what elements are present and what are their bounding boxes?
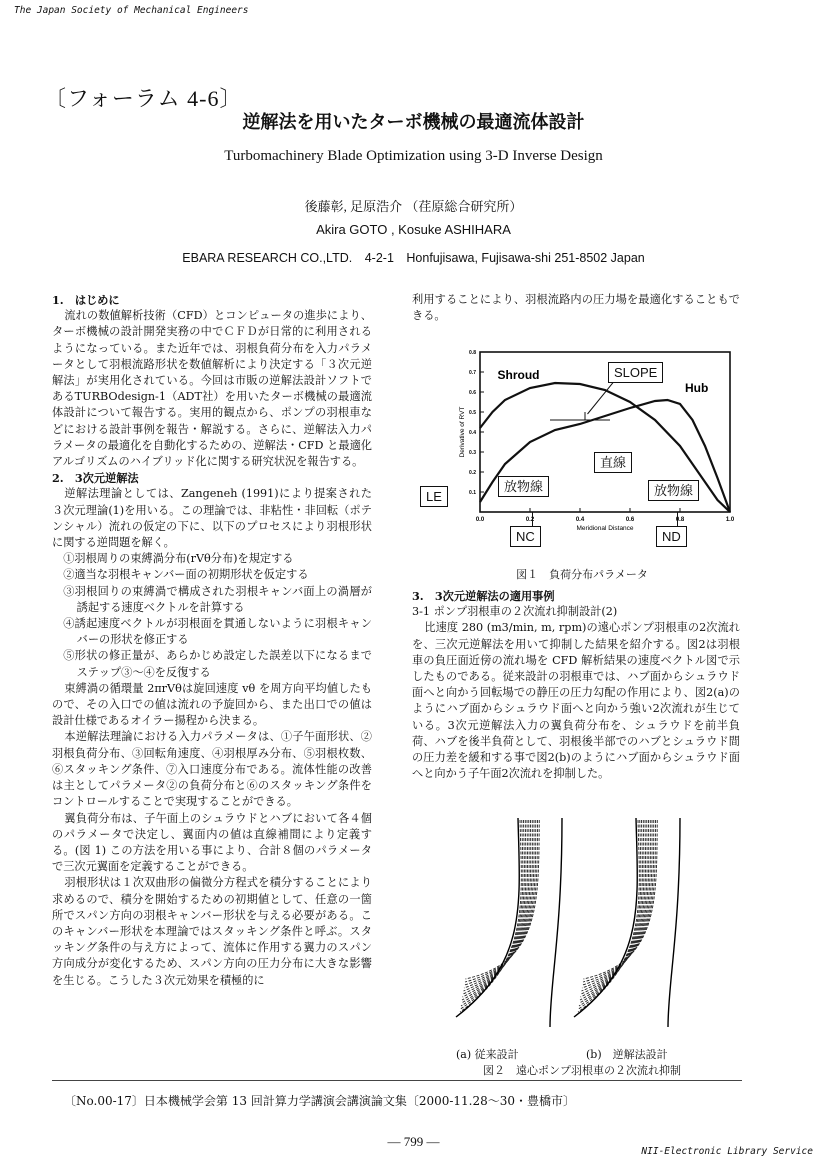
section-3-heading: 3. 3次元逆解法の適用事例	[412, 589, 555, 603]
section-2-paragraph-3: 本逆解法理論における入力パラメータは、①子午面形状、②羽根負荷分布、③回転角速度、④羽根厚み分布、⑤羽根枚数、⑥スタッキング条件、⑦入口速度分布である。流体性能の改善は主としてパラメータ②の負荷分布と⑥のスタッキング条件をコントロールすることで実現することができる。	[52, 730, 372, 809]
flow-vector-line	[581, 820, 649, 994]
section-1-paragraph: 流れの数値解析技術（CFD）とコンピュータの進歩により、ターボ機械の設計開発実務の中でＣＦＤが日常的に利用されるようになっている。また近年では、羽根負荷分布を入力パラメータとして羽根流路形状を数値解析により決定する「３次元逆解法」が実用化されている。今回は市販の逆解法設計ソフトであるTURBOdesign-1（ADT社）を用いたターボ機械の最適流体設計について報告する。実用的観点から、ポンプの羽根車などにおける設計事例を報告・解説する。さらに、逆解法入力パラメータの最適化を自動化するための、逆解法・CFD と最適化アルゴリズムのハイブリッド化に関する研究状況を報告する。	[52, 309, 372, 469]
x-tick-label: 1.0	[725, 517, 735, 523]
label-le: LE	[420, 486, 448, 507]
section-2-paragraph-2: 束縛渦の循環量 2πrVθは旋回速度 vθ を周方向平均値したもので、その入口での値は流れの予旋回から、また出口での値は設計仕様であるオイラー揚程から決まる。	[52, 681, 372, 728]
shroud-boundary	[668, 818, 680, 1027]
label-slope: SLOPE	[608, 362, 663, 383]
flow-vector-line	[465, 820, 536, 985]
figure-2b-label: (b) 逆解法設計	[586, 1048, 668, 1061]
affiliation: EBARA RESEARCH CO.,LTD. 4-2-1 Honfujisawa, Fujisawa-shi 251-8502 Japan	[182, 251, 645, 265]
step-item: ②適当な羽根キャンバー面の初期形状を仮定する	[63, 568, 309, 582]
step-item: ①羽根周りの束縛渦分布(rVθ分布)を規定する	[63, 552, 294, 566]
title-en: Turbomachinery Blade Optimization using 3-D Inverse Design	[224, 148, 603, 164]
velocity-vector-plots	[450, 812, 690, 1042]
y-tick-label: 0.1	[469, 490, 476, 496]
flow-vector-line	[462, 820, 526, 1003]
flow-vector-line	[463, 820, 531, 994]
y-tick-label: 0.6	[469, 390, 476, 396]
figure-2a-label: (a) 従来設計	[456, 1048, 519, 1061]
y-tick-label: 0.4	[469, 430, 476, 436]
flow-vector-line	[466, 820, 540, 979]
title-jp: 逆解法を用いたターボ機械の最適流体設計	[242, 112, 585, 132]
series-label-hub: Hub	[685, 381, 709, 395]
flow-vector-line	[582, 820, 652, 988]
figure-2	[450, 812, 690, 1042]
section-2-paragraph-5: 羽根形状は１次双曲形の偏微分方程式を積分することにより求めるので、積分を開始するための初期値として、任意の一箇所でスパン方向の羽根キャンバー形状を与える必要がある。このキャンバー形状を本理論ではスタッキング条件と呼ぶ。スタッキング条件の与え方によって、流体に作用する翼力のスパン方向成分が変化するため、スパン方向の圧力分布に大きな影響を生じる。こうした３次元効果を積極的に	[52, 876, 372, 987]
flow-vector-line	[584, 820, 658, 979]
section-2-heading: 2. 3次元逆解法	[52, 471, 139, 486]
x-tick-label: 0.8	[675, 517, 685, 523]
flow-vector-line	[583, 820, 654, 985]
flow-vector-line	[464, 820, 534, 988]
figure-1	[412, 340, 752, 565]
y-tick-label: 0.8	[469, 350, 476, 356]
figure-1-caption: 図１ 負荷分布パラメータ	[516, 568, 648, 581]
section-2-paragraph-1: 逆解法理論としては、Zangeneh (1991)により提案された３次元理論(1)を用いる。この理論では、非粘性・非回転（ポテンシャル）流れの仮定の下に、以下のプロセスにより羽根形状に関する逆問題を解く。	[52, 487, 372, 550]
right-column-section-3	[412, 588, 740, 782]
y-tick-label: 0.7	[469, 370, 476, 376]
society-header: The Japan Society of Mechanical Engineers	[14, 5, 249, 16]
page-number: ― 799 ―	[387, 1134, 440, 1149]
load-distribution-chart	[412, 340, 752, 565]
flow-vector-line	[465, 820, 538, 982]
service-label: NII-Electronic Library Service	[641, 1146, 813, 1157]
hub-boundary	[456, 818, 519, 1017]
series-label-shroud: Shroud	[497, 368, 540, 382]
right-paragraph-top: 利用することにより、羽根流路内の圧力場を最適化することもできる。	[412, 293, 740, 323]
section-3-1-paragraph: 比速度 280 (m3/min, m, rpm)の遠心ポンプ羽根車の2次流れを、三次元逆解法を用いて抑制した結果を紹介する。図2は羽根車の負圧面近傍の流れ場を CFD 解析結果の速度ベクトル図で示したものである。従来設計の羽根車では、ハブ面からシュラウド面へと向かう回転場での静圧の圧力勾配の作用により、図2(a)のようにハブ面からシュラウド面へと向かう強い2次流れが生じている。3次元逆解法入力の翼負荷分布を、シュラウドを前半負荷、ハブを後半負荷として、羽根後半部でのハブとシュラウド間の圧力差を緩和する事で図2(b)のようにハブ面からシュラウド面へと向かう子午面2次流れを抑制した。	[412, 621, 740, 781]
right-column-top	[412, 292, 740, 324]
authors-jp: 後藤彰, 足原浩介 （荏原総合研究所）	[304, 199, 523, 214]
x-tick-label: 0.0	[475, 517, 485, 523]
x-axis-label: Meridional Distance	[576, 525, 634, 532]
label-parabola-2: 放物線	[648, 480, 699, 501]
proceedings-footer: 〔No.00-17〕日本機械学会第 13 回計算力学講演会講演論文集〔2000-11.28〜30・豊橋市〕	[64, 1094, 576, 1108]
label-parabola-1: 放物線	[498, 476, 549, 497]
x-tick-label: 0.4	[575, 517, 585, 523]
left-column	[52, 292, 372, 989]
footer-rule	[52, 1080, 742, 1081]
shroud-boundary	[550, 818, 562, 1027]
forum-label: 〔フォーラム 4-6〕	[44, 86, 243, 111]
step-item: ④誘起速度ベクトルが羽根面を貫通しないように羽根キャンバーの形状を修正する	[63, 617, 372, 647]
y-tick-label: 0.3	[469, 450, 476, 456]
step-item: ⑤形状の修正量が、あらかじめ設定した誤差以下になるまでステップ③〜④を反復する	[63, 649, 372, 679]
flow-vector-line	[583, 820, 656, 982]
y-axis-label: Derivative of RVT	[459, 406, 466, 458]
flow-vector-line	[580, 820, 644, 1003]
flow-vector-line	[464, 820, 533, 991]
section-2-paragraph-4: 翼負荷分布は、子午面上のシュラウドとハブにおいて各４個のパラメータで決定し、翼面内の値は直線補間により定義する。(図 1) この方法を用いる事により、合計８個のパラメータで三次元翼面を定義することができる。	[52, 811, 372, 874]
authors-en: Akira GOTO , Kosuke ASHIHARA	[316, 222, 511, 237]
label-nd: ND	[656, 526, 687, 547]
hub-boundary	[574, 818, 637, 1017]
section-1-heading: 1. はじめに	[52, 293, 120, 307]
y-tick-label: 0.5	[469, 410, 476, 416]
flow-vector-line	[582, 820, 651, 991]
section-3-1-heading: 3-1 ポンプ羽根車の２次流れ抑制設計(2)	[412, 605, 618, 619]
label-nc: NC	[510, 526, 541, 547]
figure-2-caption: 図２ 遠心ポンプ羽根車の２次流れ抑制	[483, 1064, 681, 1077]
x-tick-label: 0.6	[625, 517, 635, 523]
label-straight: 直線	[594, 452, 632, 473]
y-tick-label: 0.2	[469, 470, 476, 476]
step-item: ③羽根回りの束縛渦で構成された羽根キャンバ面上の渦層が誘起する速度ベクトルを計算する	[63, 584, 372, 614]
x-tick-label: 0.2	[525, 517, 535, 523]
